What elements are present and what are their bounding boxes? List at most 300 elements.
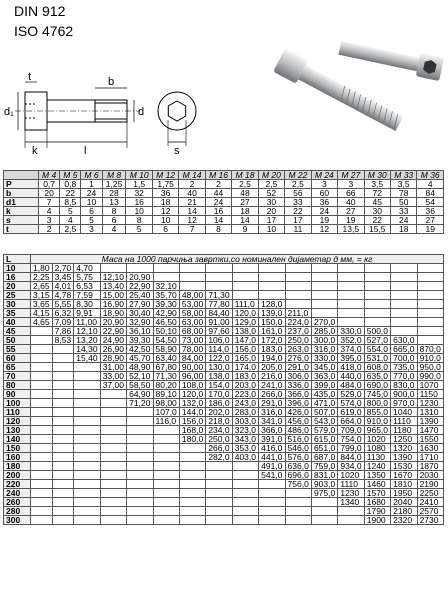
dimension-value-cell: 2,5 — [258, 180, 284, 189]
mass-value-cell: 531,0 — [364, 354, 390, 363]
mass-value-cell — [74, 453, 100, 462]
mass-value-cell: 35,70 — [153, 291, 179, 300]
mass-value-cell — [100, 498, 126, 507]
mass-value-cell: 1230 — [417, 399, 443, 408]
mass-value-cell: 144,0 — [179, 408, 205, 417]
mass-value-cell — [153, 426, 179, 435]
mass-value-cell — [31, 462, 53, 471]
length-cell: 280 — [4, 507, 31, 516]
mass-value-cell: 700,0 — [391, 354, 417, 363]
mass-value-cell — [153, 444, 179, 453]
mass-value-cell — [338, 507, 364, 516]
mass-value-cell: 1790 — [364, 507, 390, 516]
mass-value-cell — [74, 444, 100, 453]
mass-value-cell — [100, 417, 126, 426]
mass-value-cell: 64,90 — [127, 390, 153, 399]
dimension-value-cell: 14 — [232, 216, 258, 225]
mass-value-cell — [311, 516, 337, 525]
mass-value-cell: 39,30 — [127, 336, 153, 345]
mass-value-cell: 186,0 — [206, 399, 232, 408]
mass-value-cell: 122,0 — [206, 354, 232, 363]
dim-label-l: l — [84, 145, 87, 157]
mass-value-cell — [31, 399, 53, 408]
mass-value-cell — [31, 516, 53, 525]
mass-value-cell — [52, 444, 74, 453]
mass-value-cell: 2320 — [391, 516, 417, 525]
mass-value-cell: 58,50 — [127, 381, 153, 390]
mass-value-cell — [31, 489, 53, 498]
mass-value-cell — [364, 291, 390, 300]
dimension-value-cell: 1,25 — [102, 180, 126, 189]
mass-value-cell: 1350 — [364, 471, 390, 480]
mass-value-cell: 90,00 — [179, 363, 205, 372]
length-cell: 35 — [4, 309, 31, 318]
mass-value-cell: 282,0 — [206, 453, 232, 462]
mass-value-cell: 139,0 — [259, 309, 285, 318]
mass-value-cell — [232, 471, 258, 480]
dimension-value-cell: 4 — [60, 216, 81, 225]
mass-value-cell — [74, 426, 100, 435]
mass-value-cell — [52, 363, 74, 372]
mass-value-cell — [100, 462, 126, 471]
mass-value-cell: 6,53 — [74, 282, 100, 291]
mass-value-cell — [206, 462, 232, 471]
mass-value-cell: 63,00 — [179, 318, 205, 327]
length-cell: 160 — [4, 453, 31, 462]
mass-value-cell — [100, 390, 126, 399]
mass-value-cell — [74, 516, 100, 525]
dimension-value-cell: 24 — [390, 216, 416, 225]
mass-value-cell — [285, 282, 311, 291]
mass-value-cell: 2030 — [417, 471, 443, 480]
size-header-cell: M 20 — [258, 171, 284, 180]
mass-value-cell — [311, 300, 337, 309]
mass-value-cell: 91,00 — [206, 318, 232, 327]
dimension-value-cell: 52 — [258, 189, 284, 198]
mass-value-cell: 84,00 — [179, 354, 205, 363]
mass-value-cell: 202,0 — [206, 408, 232, 417]
dimension-value-cell: 4 — [39, 207, 60, 216]
mass-value-cell: 129,0 — [232, 318, 258, 327]
standard-title-iso: ISO 4762 — [14, 23, 74, 39]
mass-value-cell: 8,53 — [52, 336, 74, 345]
mass-value-cell — [338, 282, 364, 291]
size-header-cell: M 36 — [417, 171, 444, 180]
mass-value-cell: 71,20 — [127, 399, 153, 408]
mass-value-cell — [391, 282, 417, 291]
mass-value-cell — [127, 444, 153, 453]
length-cell: 70 — [4, 372, 31, 381]
mass-value-cell — [52, 489, 74, 498]
mass-value-cell — [52, 507, 74, 516]
mass-value-cell: 116,0 — [153, 417, 179, 426]
mass-value-cell: 471,0 — [311, 399, 337, 408]
mass-value-cell: 234,0 — [206, 426, 232, 435]
mass-value-cell: 73,00 — [179, 336, 205, 345]
mass-value-cell: 486,0 — [285, 426, 311, 435]
length-cell: 65 — [4, 363, 31, 372]
mass-value-cell — [74, 372, 100, 381]
mass-value-cell — [52, 372, 74, 381]
mass-value-cell: 13,20 — [74, 336, 100, 345]
mass-value-cell: 1230 — [338, 489, 364, 498]
mass-value-cell: 300,0 — [311, 336, 337, 345]
mass-value-cell: 270,0 — [311, 318, 337, 327]
dimension-value-cell: 7 — [39, 198, 60, 207]
dimension-value-cell: 6 — [81, 207, 102, 216]
mass-value-cell: 7,09 — [52, 318, 74, 327]
dimension-value-cell: 22 — [364, 216, 390, 225]
mass-value-cell — [52, 498, 74, 507]
mass-value-cell: 11,00 — [74, 318, 100, 327]
mass-value-cell — [206, 489, 232, 498]
length-cell: 60 — [4, 354, 31, 363]
mass-value-cell — [153, 462, 179, 471]
mass-value-cell: 330,0 — [338, 327, 364, 336]
mass-value-cell: 15,40 — [74, 354, 100, 363]
mass-value-cell — [100, 408, 126, 417]
mass-value-cell: 491,0 — [259, 462, 285, 471]
mass-value-cell: 316,0 — [311, 345, 337, 354]
mass-value-cell: 180,0 — [179, 435, 205, 444]
mass-value-cell: 67,80 — [153, 363, 179, 372]
mass-value-cell — [179, 444, 205, 453]
mass-value-cell: 690,0 — [364, 381, 390, 390]
mass-value-cell: 664,0 — [338, 417, 364, 426]
mass-value-cell: 218,0 — [206, 417, 232, 426]
mass-value-cell: 48,90 — [127, 363, 153, 372]
mass-value-cell — [74, 435, 100, 444]
mass-value-cell: 323,0 — [232, 426, 258, 435]
mass-value-cell — [417, 309, 443, 318]
dimension-value-cell: 3,5 — [390, 180, 416, 189]
mass-value-cell: 608,0 — [364, 363, 390, 372]
mass-value-cell: 68,00 — [179, 327, 205, 336]
mass-value-cell: 3,65 — [31, 300, 53, 309]
mass-value-cell: 42,90 — [153, 309, 179, 318]
dimension-value-cell: 30 — [364, 207, 390, 216]
mass-value-cell — [206, 480, 232, 489]
dimension-value-cell: 20 — [39, 189, 60, 198]
mass-value-cell: 97,60 — [206, 327, 232, 336]
mass-value-cell: 283,0 — [232, 408, 258, 417]
mass-value-cell — [52, 426, 74, 435]
mass-value-cell — [259, 507, 285, 516]
mass-value-cell: 950,0 — [417, 363, 443, 372]
mass-value-cell: 630,0 — [391, 336, 417, 345]
mass-value-cell — [285, 264, 311, 273]
mass-value-cell — [31, 417, 53, 426]
mass-value-cell — [74, 399, 100, 408]
mass-value-cell — [31, 390, 53, 399]
mass-value-cell — [206, 273, 232, 282]
mass-value-cell: 3,45 — [52, 273, 74, 282]
size-header-cell: M 30 — [364, 171, 390, 180]
mass-value-cell: 48,00 — [179, 291, 205, 300]
mass-value-cell: 36,10 — [127, 327, 153, 336]
mass-value-cell: 111,0 — [232, 300, 258, 309]
mass-value-cell: 27,90 — [127, 300, 153, 309]
mass-value-cell — [127, 462, 153, 471]
mass-value-cell: 910,0 — [417, 354, 443, 363]
mass-value-cell — [100, 453, 126, 462]
length-cell: 150 — [4, 444, 31, 453]
mass-value-cell — [311, 273, 337, 282]
mass-value-cell: 168,0 — [179, 426, 205, 435]
mass-value-cell: 6,32 — [52, 309, 74, 318]
mass-value-cell: 1530 — [391, 462, 417, 471]
mass-value-cell: 330,0 — [311, 354, 337, 363]
mass-value-cell — [31, 408, 53, 417]
dimension-value-cell: 24 — [311, 207, 337, 216]
mass-value-cell — [259, 498, 285, 507]
mass-value-cell — [31, 426, 53, 435]
mass-value-cell: 426,0 — [285, 408, 311, 417]
dimension-value-cell: 27 — [417, 216, 444, 225]
mass-value-cell: 53,00 — [179, 300, 205, 309]
mass-value-cell: 183,0 — [259, 345, 285, 354]
mass-value-cell: 574,0 — [338, 399, 364, 408]
mass-value-cell: 291,0 — [285, 363, 311, 372]
mass-value-cell — [311, 498, 337, 507]
mass-value-cell: 31,00 — [100, 363, 126, 372]
mass-value-cell: 250,0 — [285, 336, 311, 345]
mass-value-cell: 96,00 — [179, 372, 205, 381]
mass-value-cell: 25,40 — [127, 291, 153, 300]
dimension-value-cell: 1,5 — [126, 180, 152, 189]
mass-value-cell: 80,20 — [153, 381, 179, 390]
mass-value-cell — [259, 480, 285, 489]
mass-value-cell — [153, 471, 179, 480]
mass-value-cell: 241,0 — [259, 381, 285, 390]
dimension-value-cell: 0,8 — [60, 180, 81, 189]
mass-value-cell: 366,0 — [285, 390, 311, 399]
dimension-value-cell: 27 — [338, 207, 364, 216]
mass-value-cell: 665,0 — [391, 345, 417, 354]
mass-value-cell: 194,0 — [259, 354, 285, 363]
mass-value-cell: 266,0 — [206, 444, 232, 453]
dimension-value-cell: 10 — [81, 198, 102, 207]
mass-value-cell: 990,0 — [417, 372, 443, 381]
mass-value-cell — [391, 264, 417, 273]
size-header-cell: M 6 — [81, 171, 102, 180]
mass-value-cell: 14,30 — [74, 345, 100, 354]
mass-value-cell: 900,0 — [391, 390, 417, 399]
mass-value-cell — [52, 516, 74, 525]
dimension-value-cell: 1,75 — [152, 180, 178, 189]
dimension-value-cell: 14 — [179, 207, 205, 216]
mass-value-cell: 12,10 — [74, 327, 100, 336]
mass-value-cell — [364, 264, 390, 273]
dimension-value-cell: 14 — [205, 216, 231, 225]
mass-value-cell: 5,75 — [74, 273, 100, 282]
dimension-value-cell: 22 — [60, 189, 81, 198]
mass-value-cell: 172,0 — [259, 336, 285, 345]
mass-value-cell: 16,90 — [100, 300, 126, 309]
dimension-label-cell: t — [4, 225, 39, 234]
dimension-label-cell: k — [4, 207, 39, 216]
mass-value-cell — [74, 489, 100, 498]
mass-value-cell — [100, 507, 126, 516]
mass-value-cell — [206, 507, 232, 516]
length-cell: 40 — [4, 318, 31, 327]
mass-value-cell: 2040 — [391, 498, 417, 507]
mass-value-cell: 435,0 — [311, 390, 337, 399]
dimension-value-cell: 3 — [81, 225, 102, 234]
mass-value-cell — [74, 462, 100, 471]
mass-value-cell: 1810 — [391, 480, 417, 489]
mass-value-cell: 2410 — [417, 498, 443, 507]
mass-value-cell: 58,90 — [153, 345, 179, 354]
dimension-value-cell: 5 — [81, 216, 102, 225]
mass-value-cell: 395,0 — [338, 354, 364, 363]
mass-value-cell: 3,15 — [31, 291, 53, 300]
size-header-cell: M 33 — [390, 171, 416, 180]
dimension-value-cell: 33 — [285, 198, 311, 207]
mass-value-cell: 576,0 — [285, 453, 311, 462]
mass-value-cell — [31, 345, 53, 354]
dimension-value-cell: 6 — [152, 225, 178, 234]
mass-value-cell: 30,40 — [127, 309, 153, 318]
dimension-value-cell: 50 — [390, 198, 416, 207]
mass-value-cell: 263,0 — [285, 345, 311, 354]
length-cell: 16 — [4, 273, 31, 282]
length-cell: 20 — [4, 282, 31, 291]
mass-value-cell: 170,0 — [206, 390, 232, 399]
dimension-value-cell: 3 — [338, 180, 364, 189]
mass-value-cell — [74, 363, 100, 372]
mass-value-cell — [311, 507, 337, 516]
mass-value-cell: 266,0 — [259, 390, 285, 399]
bolt-end-view-circle — [158, 92, 196, 130]
mass-value-cell — [52, 381, 74, 390]
mass-value-cell: 1080 — [364, 444, 390, 453]
mass-value-cell: 756,0 — [285, 480, 311, 489]
size-header-cell: M 4 — [39, 171, 60, 180]
size-header-cell: M 18 — [232, 171, 258, 180]
mass-value-cell: 1550 — [417, 435, 443, 444]
mass-value-cell: 516,0 — [285, 435, 311, 444]
mass-value-cell: 1110 — [338, 480, 364, 489]
dimension-label-cell: s — [4, 216, 39, 225]
mass-value-cell — [232, 489, 258, 498]
dimension-value-cell: 56 — [285, 189, 311, 198]
mass-value-cell: 46,50 — [153, 318, 179, 327]
mass-value-cell: 1070 — [417, 381, 443, 390]
mass-value-cell: 71,30 — [153, 372, 179, 381]
mass-value-cell: 13,40 — [100, 282, 126, 291]
dimension-value-cell: 1 — [81, 180, 102, 189]
mass-value-cell: 138,0 — [232, 327, 258, 336]
mass-value-cell — [285, 516, 311, 525]
dimensions-table — [3, 170, 444, 234]
mass-value-cell: 250,0 — [206, 435, 232, 444]
mass-value-cell — [364, 282, 390, 291]
mass-value-cell — [153, 435, 179, 444]
mass-value-cell: 224,0 — [285, 318, 311, 327]
dimension-value-cell: 15,5 — [364, 225, 390, 234]
mass-value-cell: 8,30 — [74, 300, 100, 309]
mass-value-cell: 2,70 — [52, 264, 74, 273]
mass-value-cell — [232, 480, 258, 489]
mass-value-cell: 203,0 — [232, 381, 258, 390]
mass-value-cell — [179, 480, 205, 489]
mass-value-cell: 343,0 — [232, 435, 258, 444]
mass-value-cell: 363,0 — [311, 372, 337, 381]
mass-value-cell — [100, 516, 126, 525]
dimension-value-cell: 18 — [152, 198, 178, 207]
dimension-value-cell: 18 — [390, 225, 416, 234]
mass-value-cell: 50,10 — [153, 327, 179, 336]
mass-value-cell: 165,0 — [232, 354, 258, 363]
standard-title-din: DIN 912 — [14, 3, 66, 19]
dimension-value-cell: 27 — [232, 198, 258, 207]
mass-value-cell: 1130 — [364, 453, 390, 462]
mass-value-cell: 345,0 — [311, 363, 337, 372]
size-header-cell: M 10 — [126, 171, 152, 180]
mass-value-cell: 2570 — [417, 507, 443, 516]
mass-value-cell: 696,0 — [285, 471, 311, 480]
length-cell: 140 — [4, 435, 31, 444]
mass-value-cell: 910,0 — [364, 417, 390, 426]
mass-value-cell: 418,0 — [338, 363, 364, 372]
mass-value-cell: 7,59 — [74, 291, 100, 300]
dimension-value-cell: 18 — [232, 207, 258, 216]
mass-value-cell — [153, 489, 179, 498]
mass-value-cell: 2,25 — [31, 273, 53, 282]
mass-value-cell: 156,0 — [232, 345, 258, 354]
size-header-cell: M 14 — [179, 171, 205, 180]
mass-value-cell — [31, 381, 53, 390]
dimension-value-cell: 40 — [338, 198, 364, 207]
mass-value-cell — [311, 291, 337, 300]
mass-value-cell: 416,0 — [259, 444, 285, 453]
mass-value-cell — [417, 300, 443, 309]
length-cell: 130 — [4, 426, 31, 435]
mass-value-cell — [311, 282, 337, 291]
mass-value-cell — [127, 471, 153, 480]
mass-value-cell — [206, 516, 232, 525]
mass-value-cell — [179, 453, 205, 462]
mass-value-cell: 26,90 — [100, 345, 126, 354]
mass-value-cell: 1390 — [417, 417, 443, 426]
dimension-value-cell: 8,5 — [60, 198, 81, 207]
mass-value-cell: 1250 — [391, 435, 417, 444]
dimension-label-cell: b — [4, 189, 39, 198]
mass-value-cell: 441,0 — [259, 453, 285, 462]
mass-value-cell — [31, 507, 53, 516]
mass-value-cell — [127, 435, 153, 444]
dimension-value-cell: 4 — [102, 225, 126, 234]
mass-value-cell: 2,65 — [31, 282, 53, 291]
dimension-value-cell: 7 — [179, 225, 205, 234]
length-cell: 45 — [4, 327, 31, 336]
mass-value-cell: 33,00 — [100, 372, 126, 381]
mass-value-cell: 554,0 — [364, 345, 390, 354]
length-column-header: L — [4, 255, 31, 264]
length-cell: 240 — [4, 489, 31, 498]
mass-value-cell — [31, 480, 53, 489]
mass-value-cell — [391, 309, 417, 318]
length-cell: 260 — [4, 498, 31, 507]
mass-value-cell: 1320 — [391, 444, 417, 453]
mass-value-cell: 579,0 — [311, 426, 337, 435]
dimension-value-cell: 12 — [179, 216, 205, 225]
mass-value-cell — [391, 318, 417, 327]
mass-row — [4, 516, 444, 525]
dimension-value-cell: 45 — [364, 198, 390, 207]
mass-value-cell — [31, 354, 53, 363]
